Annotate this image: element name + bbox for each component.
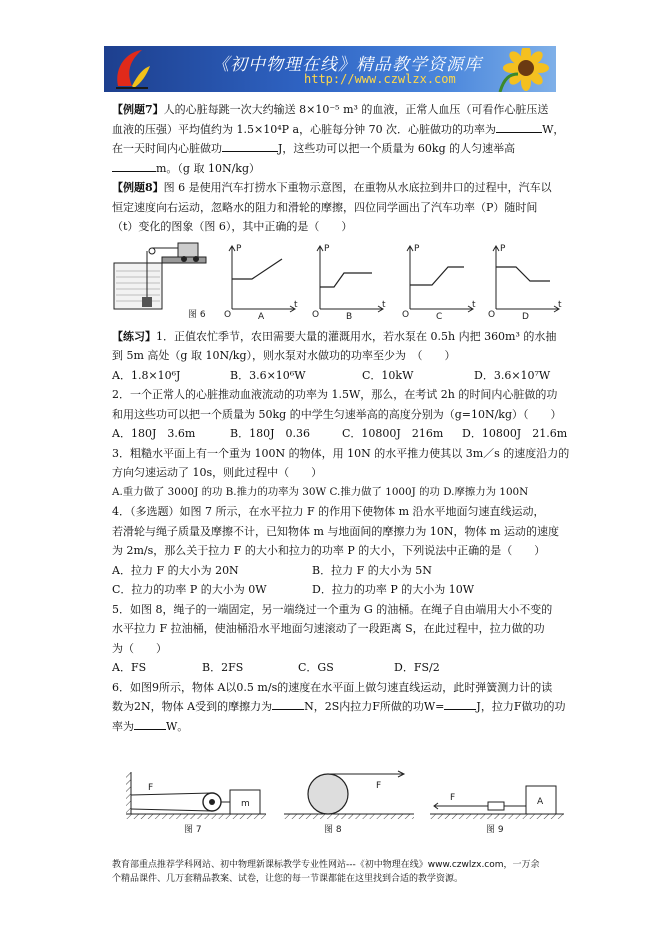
header-banner xyxy=(104,46,556,92)
fig9-force-label: F xyxy=(450,793,456,803)
q5-line-1: 5．如图 8，绳子的一端固定，另一端绕过一个重为 G 的油桶。在绳子自由端用大小不变的 xyxy=(112,602,553,616)
option-b[interactable]: B．2FS xyxy=(202,661,244,674)
ex7-line-3: 在一天时间内心脏做功 J，这些功可以把一个质量为 60kg 的人匀速举高 xyxy=(112,139,572,159)
q2-options xyxy=(112,424,572,444)
svg-text:O: O xyxy=(488,309,496,320)
q3-line-1: 3．粗糙水平面上有一个重为 100N 的物体，用 10N 的水平推力使其以 3m／s 的速度沿力的 xyxy=(112,446,570,460)
graph-b-label: B xyxy=(346,311,353,321)
answer-blank[interactable] xyxy=(134,717,166,730)
practice-tag: 【练习】 xyxy=(112,329,156,343)
ex7-line-4: m。（g 取 10N/kg） xyxy=(112,159,572,179)
svg-text:P: P xyxy=(414,243,420,254)
fig7-mass-label: m xyxy=(241,799,250,809)
graph-b xyxy=(312,244,386,321)
page-footer xyxy=(112,858,572,886)
graph-d xyxy=(488,244,562,321)
graph-a-label: A xyxy=(258,311,265,321)
answer-blank[interactable] xyxy=(444,697,476,710)
answer-blank[interactable] xyxy=(496,120,542,133)
q4-line-2: 若滑轮与绳子质量及摩擦不计，已知物体 m 与地面间的摩擦力为 10N，物体 m 运动的速度 xyxy=(112,524,559,538)
svg-text:P: P xyxy=(236,243,242,254)
ex8-line-3: （t）变化的图象（图 6），其中正确的是（ ） xyxy=(112,220,353,233)
banner-title: 《初中物理在线》精品教学资源库 xyxy=(212,55,482,75)
figure-9 xyxy=(430,786,564,835)
q5-line-2: 水平拉力 F 拉油桶，使油桶沿水平地面匀速滚动了一段距离 S，在此过程中，拉力做的功 xyxy=(112,622,545,635)
fig8-force-label: F xyxy=(376,781,382,791)
footer-line-2: 个精品课件、几万套精品教案、试卷，让您的每一节课都能在这里找到合适的教学资源。 xyxy=(112,874,464,884)
ex7-tag: 【例题7】 xyxy=(112,103,164,116)
graph-d-label: D xyxy=(522,311,529,321)
figure-8-caption: 图 8 xyxy=(324,825,342,835)
option-c[interactable]: C．GS xyxy=(298,661,334,674)
option-d[interactable]: D．拉力的功率 P 的大小为 10W xyxy=(312,583,475,596)
option-a[interactable]: A．FS xyxy=(112,661,147,674)
sunflower-icon xyxy=(494,48,550,92)
q2-line-2: 和用这些功可以把一个质量为 50kg 的中学生匀速举高的高度分别为（g=10N/kg）（ ） xyxy=(112,407,562,421)
option-a[interactable]: A．1.8×10⁶J xyxy=(112,368,181,382)
figure-7 xyxy=(126,772,266,835)
answer-blank[interactable] xyxy=(112,159,156,172)
svg-text:t: t xyxy=(294,299,298,310)
answer-blank[interactable] xyxy=(272,697,304,710)
figure-6-caption: 图 6 xyxy=(188,309,206,320)
q4-line-3: 为 2m/s，那么关于拉力 F 的大小和拉力的功率 P 的大小，下列说法中正确的是（ ） xyxy=(112,544,546,557)
site-logo-icon xyxy=(112,48,152,90)
q6-line-2: 数为2N，物体 A受到的摩擦力为 N，2S内拉力F所做的功W= J，拉力F做功的功 xyxy=(112,697,572,717)
well-diagram xyxy=(114,243,206,320)
q5-line-3: 为（ ） xyxy=(112,641,167,655)
q5-options xyxy=(112,658,572,678)
option-c[interactable]: C．10800J 216m xyxy=(342,427,444,440)
option-d[interactable]: D．FS/2 xyxy=(394,661,440,674)
ex8-tag: 【例题8】 xyxy=(112,181,164,194)
figure-6 xyxy=(112,241,572,321)
option-b[interactable]: B．3.6×10⁶W xyxy=(230,368,306,382)
figures-7-8-9 xyxy=(126,770,566,836)
svg-text:P: P xyxy=(324,243,330,254)
q3-options[interactable]: A.重力做了 3000J 的功 B.推力的功率为 30W C.推力做了 1000J 的功 D.摩擦力为 100N xyxy=(112,485,529,498)
q4-options-row-2 xyxy=(112,580,572,600)
option-d[interactable]: D．10800J 21.6m xyxy=(462,427,568,440)
ex7-line-1: 【例题7】人的心脏每跳一次大约输送 8×10⁻⁵ m³ 的血液，正常人血压（可看作心脏压送 xyxy=(112,103,549,116)
q4-options-row-1 xyxy=(112,561,572,581)
svg-text:P: P xyxy=(500,243,506,254)
document-body xyxy=(112,100,572,736)
figure-7-caption: 图 7 xyxy=(184,825,202,835)
option-d[interactable]: D．3.6×10⁷W xyxy=(474,368,551,382)
q3-line-2: 方向匀速运动了 10s，则此过程中（ ） xyxy=(112,466,323,479)
option-b[interactable]: B．拉力 F 的大小为 5N xyxy=(312,563,432,577)
q6-line-1: 6．如图9所示，物体 A以0.5 m/s的速度在水平面上做匀速直线运动，此时弹簧测力计的读 xyxy=(112,680,553,694)
footer-line-1: 教育部重点推荐学科网站、初中物理新课标教学专业性网站---《初中物理在线》www.czwlzx.com，一万余 xyxy=(112,860,540,870)
q1-options xyxy=(112,366,572,386)
fig9-block-label: A xyxy=(537,797,544,807)
q6-line-3: 率为 W。 xyxy=(112,717,572,737)
q4-line-1: 4．（多选题）如图 7 所示，在水平拉力 F 的作用下使物体 m 沿水平地面匀速直线运动， xyxy=(112,505,545,518)
option-b[interactable]: B．180J 0.36 xyxy=(230,427,310,440)
option-c[interactable]: C．拉力的功率 P 的大小为 0W xyxy=(112,583,267,596)
ex8-line-1: 【例题8】图 6 是使用汽车打捞水下重物示意图，在重物从水底拉到井口的过程中，汽车以 xyxy=(112,181,552,194)
figure-6-drawing xyxy=(112,241,572,321)
svg-text:O: O xyxy=(402,309,410,320)
q1-line-1: 【练习】1．正值农忙季节，农田需要大量的灌溉用水，若水泵在 0.5h 内把 360m³ 的水抽 xyxy=(112,329,557,343)
q2-line-1: 2．一个正常人的心脏推动血液流动的功率为 1.5W，那么，在考试 2h 的时间内心脏做的功 xyxy=(112,388,558,401)
ex8-line-2: 恒定速度向右运动，忽略水的阻力和滑轮的摩擦，四位同学画出了汽车功率（P）随时间 xyxy=(112,200,538,214)
banner-url[interactable]: http://www.czwlzx.com xyxy=(304,72,456,86)
svg-text:O: O xyxy=(312,309,320,320)
q1-line-2: 到 5m 高处（g 取 10N/kg），则水泵对水做功的功率至少为 （ ） xyxy=(112,349,456,362)
graph-c-label: C xyxy=(436,311,443,321)
figure-8 xyxy=(284,771,414,835)
graph-a xyxy=(224,244,298,321)
figure-9-caption: 图 9 xyxy=(486,825,504,835)
fig7-force-label: F xyxy=(148,783,154,793)
option-a[interactable]: A．拉力 F 的大小为 20N xyxy=(112,563,239,577)
ex7-line-2: 血液的压强）平均值约为 1.5×10⁴P a，心脏每分钟 70 次．心脏做功的功率为 W， xyxy=(112,120,572,140)
svg-text:O: O xyxy=(224,309,232,320)
svg-text:t: t xyxy=(472,299,476,310)
svg-text:t: t xyxy=(382,299,386,310)
option-c[interactable]: C．10kW xyxy=(362,368,414,382)
answer-blank[interactable] xyxy=(222,139,278,152)
svg-text:t: t xyxy=(558,299,562,310)
graph-c xyxy=(402,244,476,321)
option-a[interactable]: A．180J 3.6m xyxy=(112,427,196,440)
